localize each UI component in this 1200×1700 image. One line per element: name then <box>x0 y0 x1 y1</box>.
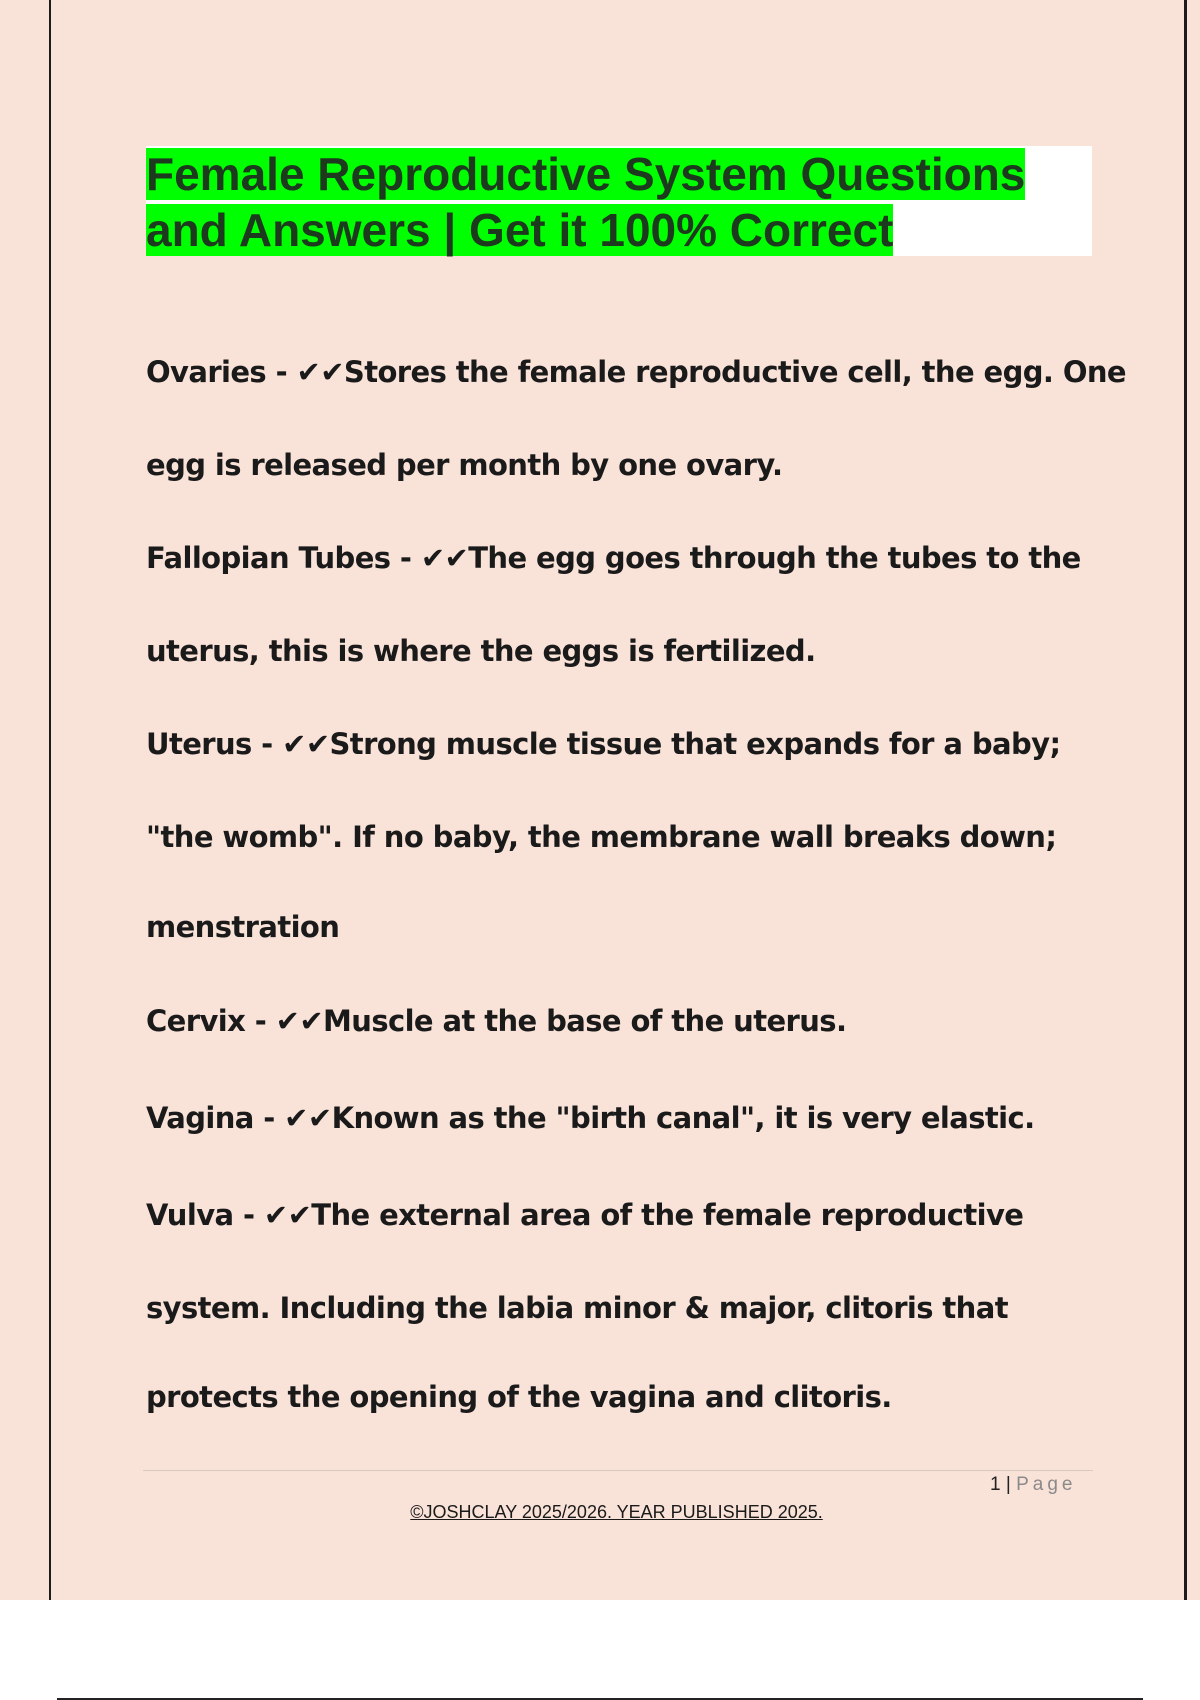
copyright-notice: ©JOSHCLAY 2025/2026. YEAR PUBLISHED 2025. <box>410 1502 823 1522</box>
page-number <box>990 1474 1076 1496</box>
document-title <box>146 146 1092 258</box>
page-label: Page <box>1016 1474 1077 1495</box>
qa-line-vulva: Vulva - ✔✔The external area of the female reproductive <box>146 1198 1024 1232</box>
page-number-value: 1 <box>990 1474 1001 1495</box>
qa-line-vulva-cont-1: system. Including the labia minor & major, clitoris that <box>146 1291 1008 1325</box>
page-number-separator: | <box>1005 1474 1011 1495</box>
page-border-left <box>49 0 51 1600</box>
qa-line-uterus-cont-1: "the womb". If no baby, the membrane wall breaks down; <box>146 820 1057 854</box>
qa-line-cervix: Cervix - ✔✔Muscle at the base of the uterus. <box>146 1004 847 1038</box>
qa-line-ovaries: Ovaries - ✔✔Stores the female reproductive cell, the egg. One <box>146 355 1126 389</box>
qa-line-fallopian-cont: uterus, this is where the eggs is fertilized. <box>146 634 816 668</box>
qa-line-uterus-cont-2: menstration <box>146 910 340 944</box>
footer-divider <box>143 1470 1093 1471</box>
qa-line-vulva-cont-2: protects the opening of the vagina and clitoris. <box>146 1380 892 1414</box>
qa-line-fallopian: Fallopian Tubes - ✔✔The egg goes through the tubes to the <box>146 541 1081 575</box>
qa-line-ovaries-cont: egg is released per month by one ovary. <box>146 448 783 482</box>
qa-line-vagina: Vagina - ✔✔Known as the "birth canal", it is very elastic. <box>146 1101 1035 1135</box>
title-line-1: Female Reproductive System Questions <box>146 148 1026 200</box>
title-block <box>146 146 1092 256</box>
qa-line-uterus: Uterus - ✔✔Strong muscle tissue that expands for a baby; <box>146 727 1061 761</box>
page-border-right <box>1184 0 1187 1600</box>
title-line-2: and Answers | Get it 100% Correct <box>146 204 894 256</box>
